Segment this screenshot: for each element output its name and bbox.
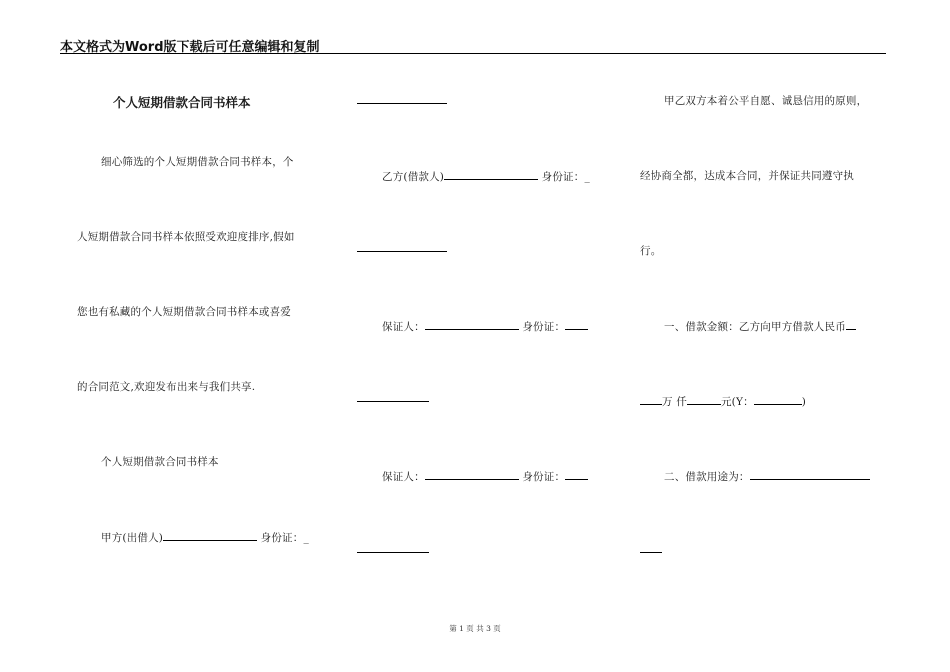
preamble-line-3: 行。	[640, 245, 662, 257]
party-a-label: 甲方(出借人)	[101, 532, 164, 544]
header-rule	[60, 53, 886, 54]
loan-amount-label: 一、借款金额：乙方向甲方借款人民币	[664, 321, 846, 333]
party-b-id-blank: _	[584, 171, 590, 183]
guarantor1-line	[382, 318, 588, 334]
guarantor1-id-continuation	[357, 401, 429, 402]
document-title: 个人短期借款合同书样本	[113, 95, 251, 110]
amount-wan-blank	[640, 393, 662, 405]
intro-line-1: 细心筛选的个人短期借款合同书样本，个	[101, 156, 294, 168]
contract-subtitle: 个人短期借款合同书样本	[101, 456, 219, 468]
guarantor1-id-blank	[565, 318, 588, 330]
page-number: 第 1 页 共 3 页	[449, 624, 501, 633]
guarantor2-id-label: 身份证：	[522, 471, 566, 483]
loan-purpose-continuation	[640, 552, 662, 553]
amount-close-paren: )	[801, 396, 807, 408]
amount-figure-blank	[754, 393, 802, 405]
loan-amount-detail-line	[640, 393, 806, 409]
document-banner: 本文格式为Word版下载后可任意编辑和复制	[60, 40, 320, 55]
party-b-line	[382, 168, 590, 184]
party-a-name-blank	[163, 529, 257, 541]
amount-qian-blank	[687, 393, 721, 405]
intro-line-4: 的合同范文,欢迎发布出来与我们共享.	[77, 381, 256, 393]
party-a-line	[101, 529, 309, 545]
guarantor1-id-label: 身份证：	[522, 321, 566, 333]
party-b-id-label: 身份证：	[541, 171, 585, 183]
guarantor2-line	[382, 468, 588, 484]
amount-unit-yuan: 元(Y：	[720, 396, 754, 408]
loan-purpose-label: 二、借款用途为：	[664, 471, 750, 483]
loan-amount-line	[664, 318, 856, 334]
intro-line-3: 您也有私藏的个人短期借款合同书样本或喜爱	[77, 306, 291, 318]
party-b-name-blank	[444, 168, 538, 180]
party-b-label: 乙方(借款人)	[382, 171, 445, 183]
intro-line-2: 人短期借款合同书样本依照受欢迎度排序,假如	[77, 231, 295, 243]
guarantor2-label: 保证人：	[382, 471, 425, 483]
amount-unit-wan-qian: 万 仟	[662, 396, 687, 408]
preamble-line-2: 经协商全都，达成本合同，并保证共同遵守执	[640, 170, 854, 182]
loan-purpose-blank	[750, 468, 870, 480]
party-b-id-continuation	[357, 251, 447, 252]
guarantor1-name-blank	[425, 318, 519, 330]
loan-purpose-line	[664, 468, 870, 484]
party-a-id-label: 身份证：	[260, 532, 304, 544]
party-a-id-blank: _	[303, 532, 309, 544]
loan-amount-blank	[846, 318, 856, 330]
guarantor2-id-blank	[565, 468, 588, 480]
guarantor2-id-continuation	[357, 552, 429, 553]
guarantor1-label: 保证人：	[382, 321, 425, 333]
guarantor2-name-blank	[425, 468, 519, 480]
preamble-line-1: 甲乙双方本着公平自愿、诚恳信用的原则，	[664, 95, 868, 107]
blank-line-top	[357, 103, 447, 104]
